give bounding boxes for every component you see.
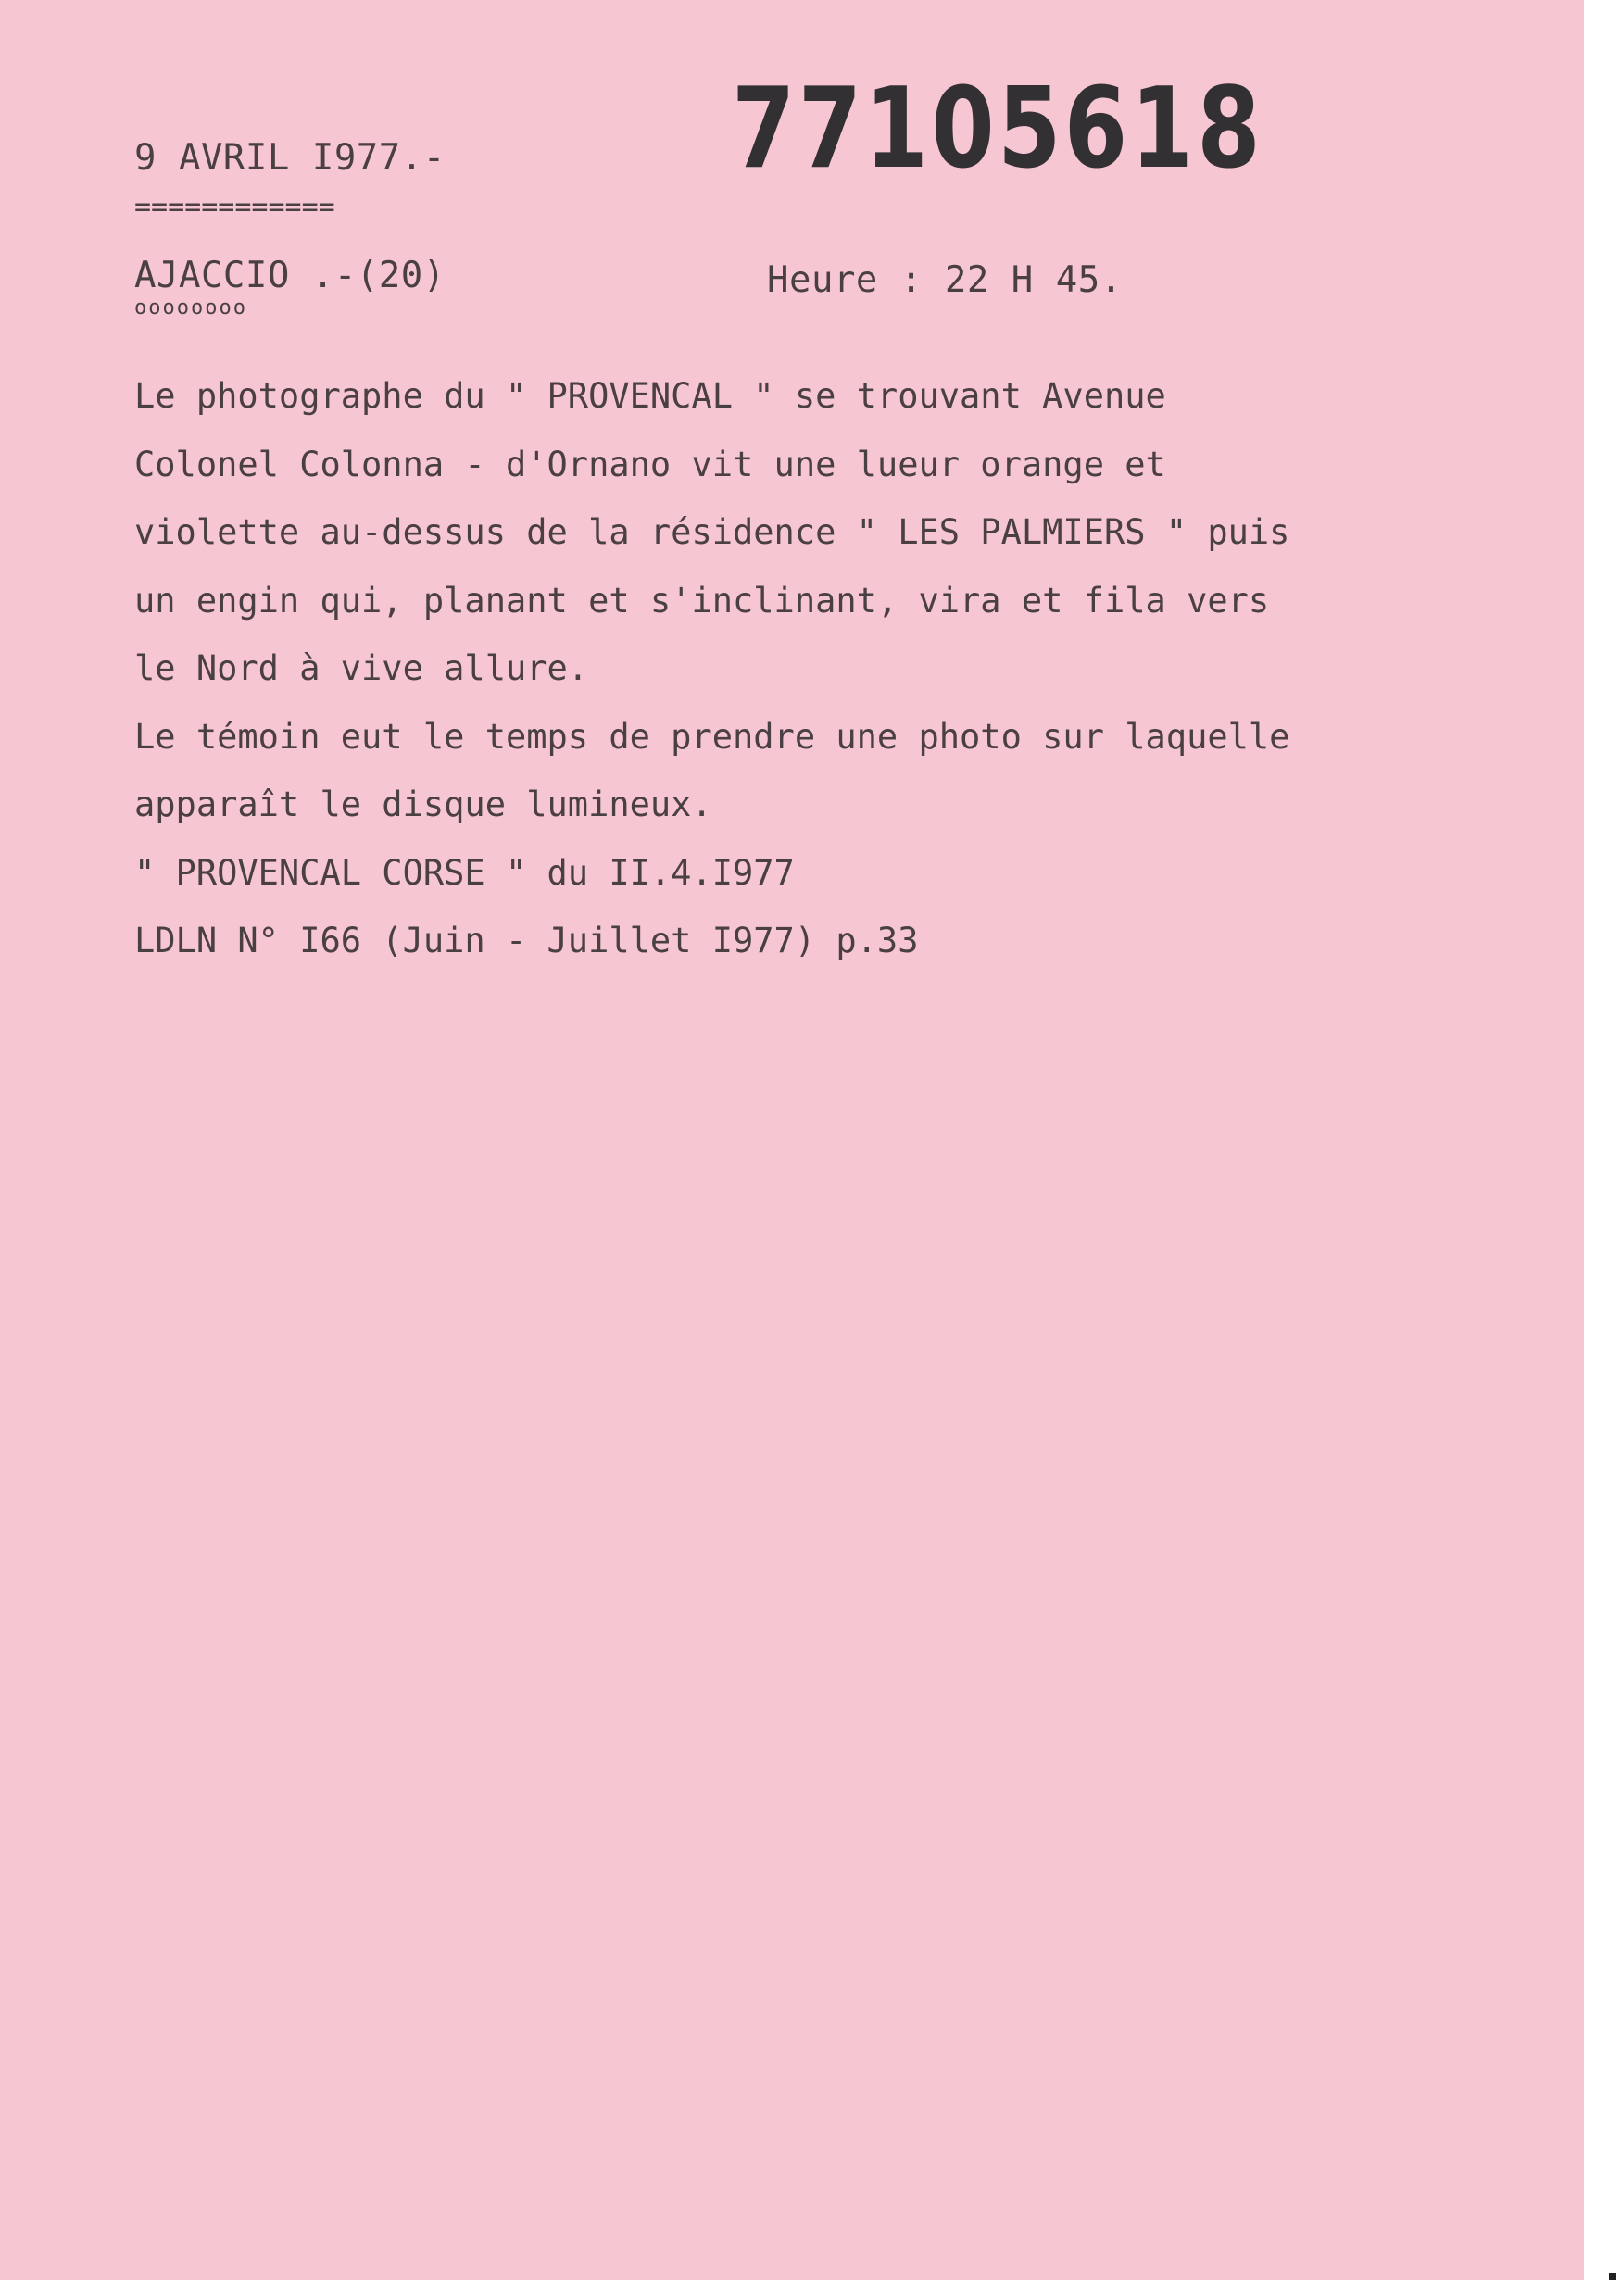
source-line: " PROVENCAL CORSE " du II.4.I977 — [134, 852, 795, 893]
date-underline: ============ — [134, 191, 335, 223]
location-underline: oooooooo — [134, 296, 247, 320]
body-line: Le photographe du " PROVENCAL " se trouvant Avenue — [134, 376, 1166, 416]
body-line: le Nord à vive allure. — [134, 648, 589, 688]
report-date: 9 AVRIL I977.- — [134, 137, 446, 179]
body-line: apparaît le disque lumineux. — [134, 784, 712, 824]
body-line: violette au-dessus de la résidence " LES PALMIERS " puis — [134, 512, 1290, 552]
report-time: Heure : 22 H 45. — [767, 259, 1123, 301]
scan-margin-bottom — [0, 2280, 1621, 2296]
file-number-stamp: 77105618 — [732, 65, 1263, 194]
scan-corner-mark — [1609, 2273, 1616, 2280]
scan-margin-right — [1584, 0, 1621, 2296]
body-line: Colonel Colonna - d'Ornano vit une lueur orange et — [134, 444, 1166, 484]
body-line: un engin qui, planant et s'inclinant, vira et fila vers — [134, 580, 1270, 621]
report-location: AJACCIO .-(20) — [134, 255, 446, 296]
report-body — [134, 370, 1289, 984]
reference-line: LDLN N° I66 (Juin - Juillet I977) p.33 — [134, 921, 919, 960]
body-line: Le témoin eut le temps de prendre une photo sur laquelle — [134, 716, 1290, 757]
